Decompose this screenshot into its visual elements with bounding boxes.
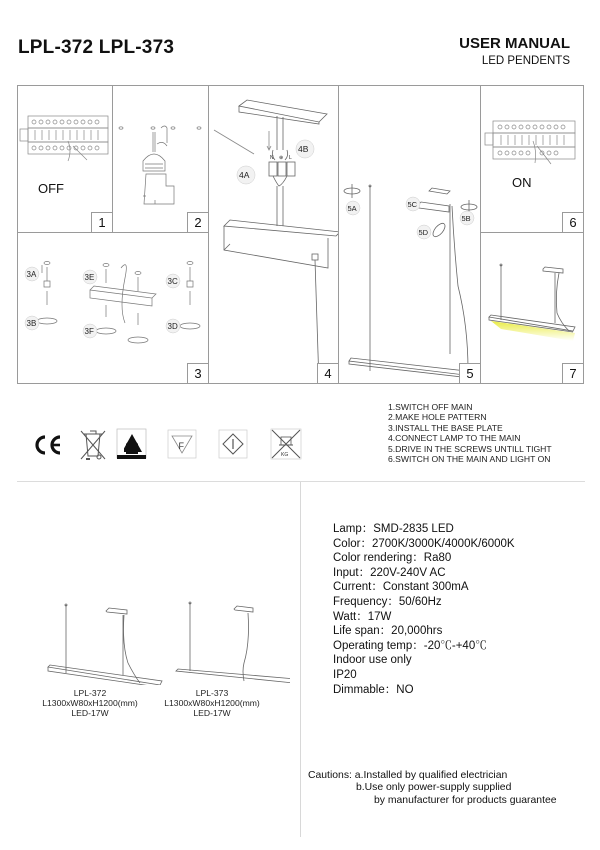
class-ii-diamond-icon — [218, 429, 248, 464]
lpl-372-drawing — [48, 604, 162, 685]
callout-3d: 3D — [167, 322, 178, 331]
step-5: 5.DRIVE IN THE SCREWS UNTILL TIGHT — [388, 443, 552, 454]
model-drawings — [40, 595, 290, 685]
callout-3b: 3B — [26, 319, 37, 328]
model-power: LED-17W — [193, 708, 231, 718]
panel-number-5: 5 — [459, 363, 481, 384]
section-divider-vertical — [300, 482, 301, 837]
on-label: ON — [512, 175, 532, 190]
spec-ip-rating: IP20 — [333, 668, 357, 681]
off-label: OFF — [38, 181, 64, 196]
doc-title-block — [459, 35, 570, 67]
spec-dimmable: Dimmable：NO — [333, 683, 414, 696]
caution-b-line2: by manufacturer for products guarantee — [374, 794, 557, 806]
weee-crossed-bin-icon — [78, 428, 108, 467]
callout-3c: 3C — [167, 277, 178, 286]
callout-3a: 3A — [26, 270, 37, 279]
diagram-panel-6 — [480, 85, 584, 233]
diagram-panel-7 — [480, 232, 584, 384]
panel-number-2: 2 — [187, 212, 209, 233]
base-plate-illustration — [18, 233, 209, 384]
diagram-panel-3 — [17, 232, 209, 384]
panel-number-1: 1 — [91, 212, 113, 233]
screw-fixing-illustration — [339, 86, 481, 384]
spec-current: Current：Constant 300mA — [333, 581, 469, 594]
step-2: 2.MAKE HOLE PATTERN — [388, 412, 487, 423]
step-3: 3.INSTALL THE BASE PLATE — [388, 422, 503, 433]
model-name: LPL-372 — [73, 688, 107, 698]
specifications-list — [333, 522, 515, 697]
cautions-block — [308, 770, 557, 807]
connect-wiring-illustration — [209, 86, 339, 384]
callout-4a: 4A — [239, 170, 250, 180]
models-title: LPL-372 LPL-373 — [18, 37, 175, 58]
diagram-panel-1 — [17, 85, 113, 233]
panel-number-3: 3 — [187, 363, 209, 384]
model-power: LED-17W — [71, 708, 109, 718]
spec-watt: Watt：17W — [333, 610, 392, 623]
drill-illustration — [113, 86, 209, 233]
panel-number-7: 7 — [562, 363, 584, 384]
step-1: 1.SWITCH OFF MAIN — [388, 402, 473, 412]
terminal-l: L — [289, 155, 292, 161]
model-info-lpl-373 — [162, 688, 262, 718]
model-dimensions: L1300xW80xH1200(mm) — [164, 698, 260, 708]
callout-5d: 5D — [418, 228, 429, 237]
indoor-house-icon — [116, 428, 148, 467]
lpl-373-drawing — [176, 602, 290, 683]
callout-3f: 3F — [84, 327, 94, 336]
svg-text:KG: KG — [281, 452, 289, 458]
ce-mark-icon — [32, 434, 62, 461]
cautions-label: Cautions: — [308, 770, 352, 781]
callout-3e: 3E — [84, 273, 95, 282]
breaker-on-illustration — [481, 86, 584, 233]
f-mark-icon — [167, 429, 197, 464]
spec-life-span: Life span：20,000hrs — [333, 625, 443, 638]
step-6: 6.SWITCH ON THE MAIN AND LIGHT ON — [388, 454, 551, 465]
diagram-panel-2 — [112, 85, 209, 233]
step-4: 4.CONNECT LAMP TO THE MAIN — [388, 433, 521, 444]
diagram-panel-5 — [338, 85, 481, 384]
light-on-illustration — [481, 233, 584, 384]
panel-number-6: 6 — [562, 212, 584, 233]
callout-5b: 5B — [461, 214, 471, 223]
spec-operating-temp: Operating temp：-20℃-+40℃ — [333, 639, 487, 652]
spec-color-rendering: Color rendering：Ra80 — [333, 552, 452, 565]
svg-text:F: F — [178, 441, 184, 451]
model-info-lpl-372 — [40, 688, 140, 718]
caution-a: a.Installed by qualified electrician — [354, 770, 508, 781]
terminal-n: N — [270, 155, 274, 161]
doc-subtitle: LED PENDENTS — [481, 55, 570, 67]
diagram-panel-4 — [208, 85, 339, 384]
spec-input: Input：220V-240V AC — [333, 566, 446, 579]
callout-5a: 5A — [347, 204, 357, 213]
installation-steps-list — [388, 402, 552, 464]
spec-lamp: Lamp：SMD-2835 LED — [333, 523, 454, 535]
panel-number-4: 4 — [317, 363, 339, 384]
model-dimensions: L1300xW80xH1200(mm) — [42, 698, 138, 708]
callout-4b: 4B — [298, 144, 309, 154]
spec-frequency: Frequency：50/60Hz — [333, 595, 442, 608]
breaker-off-illustration — [18, 86, 113, 233]
caution-b-line1: b.Use only power-supply supplied — [356, 782, 512, 794]
no-weight-load-icon — [270, 428, 302, 465]
callout-5c: 5C — [407, 200, 418, 209]
spec-color: Color：2700K/3000K/4000K/6000K — [333, 537, 515, 550]
model-name: LPL-373 — [195, 688, 229, 698]
doc-title: USER MANUAL — [459, 35, 570, 52]
spec-indoor: Indoor use only — [333, 654, 412, 667]
section-divider-horizontal — [17, 481, 585, 482]
terminal-earth: ⊕ — [279, 155, 284, 161]
